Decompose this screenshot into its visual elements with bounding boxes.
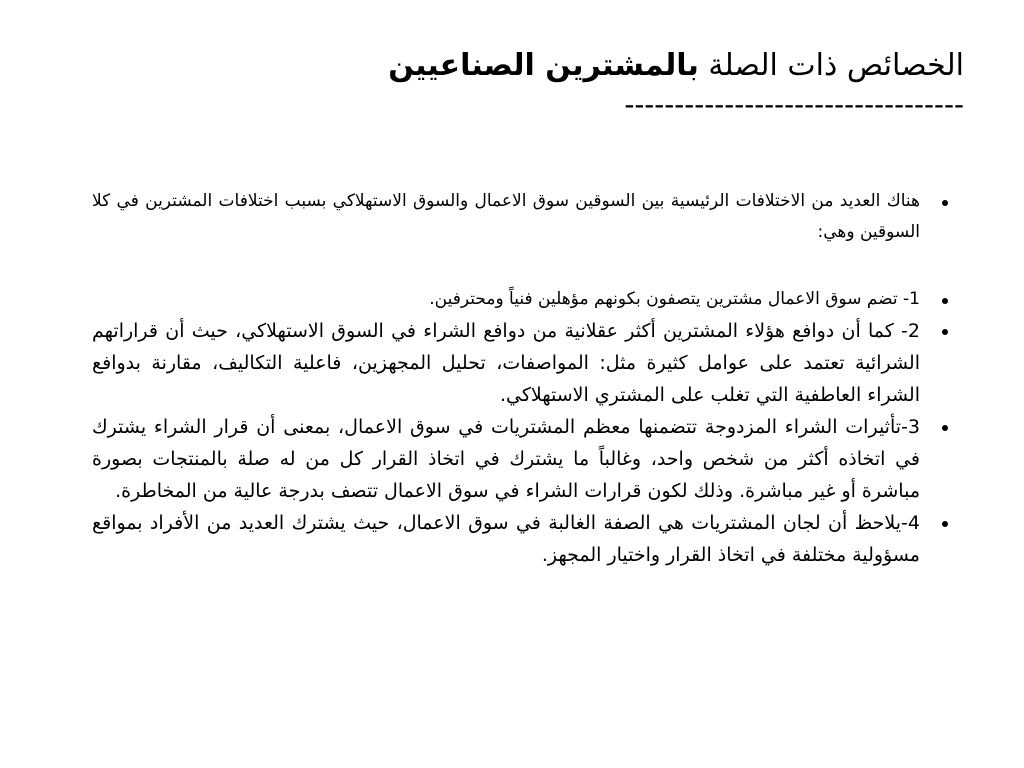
slide-title xyxy=(64,46,964,86)
bullet-item-3: 3-تأثيرات الشراء المزدوجة تتضمنها معظم المشتريات في سوق الاعمال، بمعنى أن قرار الشراء يشترك في اتخاذه أكثر من شخص واحد، وغالباً ما يشترك في اتخاذ القرار كل من له صلة بالمنتجات بصورة مباشرة أو غير مباشرة. وذلك لكون قرارات الشراء في سوق الاعمال تتصف بدرجة عالية من المخاطرة. xyxy=(92,411,952,507)
title-bold-text: بالمشترين الصناعيين xyxy=(388,48,699,83)
bullet-spacing xyxy=(92,248,952,284)
slide-title-block xyxy=(64,46,964,124)
title-dashed-underline: ---------------------------------- xyxy=(624,88,964,121)
title-regular-text: الخصائص ذات الصلة xyxy=(698,48,964,83)
bullet-item-intro: هناك العديد من الاختلافات الرئيسية بين السوقين سوق الاعمال والسوق الاستهلاكي بسبب اختلافات المشترين في كلا السوقين وهي: xyxy=(92,186,952,248)
bullet-item-1: 1- تضم سوق الاعمال مشترين يتصفون بكونهم مؤهلين فنياً ومحترفين. xyxy=(92,284,952,315)
bullet-list xyxy=(92,186,952,571)
bullet-item-4: 4-يلاحظ أن لجان المشتريات هي الصفة الغالبة في سوق الاعمال، حيث يشترك العديد من الأفراد بمواقع مسؤولية مختلفة في اتخاذ القرار واختيار المجهز. xyxy=(92,507,952,571)
bullet-item-2: 2- كما أن دوافع هؤلاء المشترين أكثر عقلانية من دوافع الشراء في السوق الاستهلاكي، حيث أن قراراتهم الشرائية تعتمد على عوامل كثيرة مثل: المواصفات، تحليل المجهزين، فاعلية التكاليف، مقارنة بدوافع الشراء العاطفية التي تغلب على المشتري الاستهلاكي. xyxy=(92,315,952,411)
